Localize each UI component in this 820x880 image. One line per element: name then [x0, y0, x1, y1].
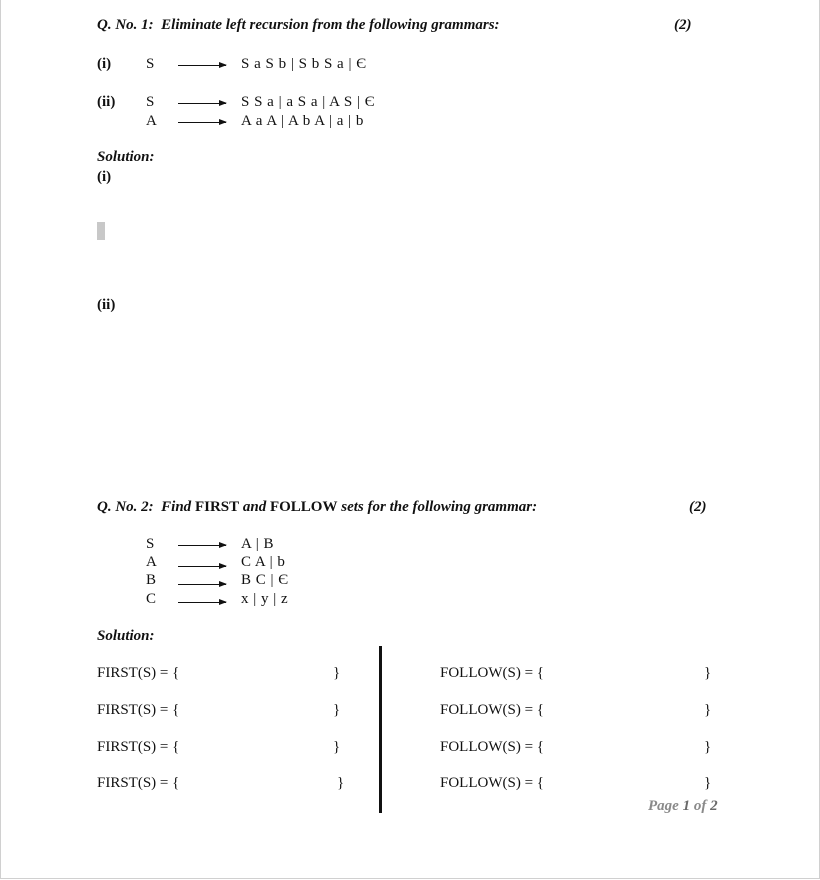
- grammar-rhs: x | y | z: [241, 591, 289, 607]
- q2-title-first: FIRST: [194, 499, 240, 515]
- arrow-icon: [178, 122, 226, 123]
- first-set-row: FIRST(S) = {: [97, 775, 180, 791]
- first-set-row: FIRST(S) = {: [97, 665, 180, 681]
- grammar-rhs: A | B: [241, 536, 275, 552]
- follow-close-brace: }: [704, 702, 712, 718]
- q2-title-a: Find: [161, 499, 192, 515]
- grammar-lhs: A: [146, 113, 157, 129]
- q1-number: Q. No. 1:: [97, 17, 154, 33]
- arrow-icon: [178, 566, 226, 567]
- column-divider: [379, 646, 382, 813]
- q1-part-ii-label: (ii): [97, 94, 116, 110]
- follow-set-row: FOLLOW(S) = {: [440, 775, 544, 791]
- grammar-lhs: C: [146, 591, 157, 607]
- follow-set-row: FOLLOW(S) = {: [440, 665, 544, 681]
- q1-part-i-label: (i): [97, 56, 112, 72]
- q1-heading: [97, 17, 500, 34]
- q1-marks: (2): [674, 17, 692, 33]
- footer-page-number: 1: [682, 798, 691, 814]
- follow-close-brace: }: [704, 775, 712, 791]
- first-set-row: FIRST(S) = {: [97, 702, 180, 718]
- q1-title: Eliminate left recursion from the following grammars:: [161, 17, 500, 33]
- q1-solution-label: Solution:: [97, 149, 155, 165]
- q2-title-follow: FOLLOW: [269, 499, 338, 515]
- footer-page-total: 2: [710, 798, 718, 814]
- q2-number: Q. No. 2:: [97, 499, 154, 515]
- page-footer: [648, 798, 718, 815]
- first-close-brace: }: [333, 739, 341, 755]
- arrow-icon: [178, 584, 226, 585]
- q2-title-rest: sets for the following grammar:: [341, 499, 538, 515]
- grammar-rhs: S S a | a S a | A S | Є: [241, 94, 376, 110]
- q2-title-and: and: [242, 499, 267, 515]
- footer-page-word: Page: [648, 798, 679, 814]
- follow-set-row: FOLLOW(S) = {: [440, 739, 544, 755]
- grammar-rhs: S a S b | S b S a | Є: [241, 56, 367, 72]
- grammar-lhs: B: [146, 572, 157, 588]
- follow-close-brace: }: [704, 739, 712, 755]
- footer-of-word: of: [693, 798, 707, 814]
- q1-solution-part-i: (i): [97, 169, 112, 185]
- q2-marks: (2): [689, 499, 707, 515]
- first-close-brace: }: [337, 775, 345, 791]
- grammar-lhs: A: [146, 554, 157, 570]
- q2-heading: [97, 499, 537, 516]
- arrow-icon: [178, 602, 226, 603]
- text-cursor[interactable]: [97, 222, 105, 240]
- grammar-lhs: S: [146, 536, 155, 552]
- grammar-rhs: B C | Є: [241, 572, 289, 588]
- first-close-brace: }: [333, 702, 341, 718]
- grammar-lhs: S: [146, 94, 155, 110]
- arrow-icon: [178, 65, 226, 66]
- q1-solution-part-ii: (ii): [97, 297, 116, 313]
- first-set-row: FIRST(S) = {: [97, 739, 180, 755]
- arrow-icon: [178, 545, 226, 546]
- arrow-icon: [178, 103, 226, 104]
- grammar-rhs: C A | b: [241, 554, 286, 570]
- follow-set-row: FOLLOW(S) = {: [440, 702, 544, 718]
- q2-solution-label: Solution:: [97, 628, 155, 644]
- first-close-brace: }: [333, 665, 341, 681]
- follow-close-brace: }: [704, 665, 712, 681]
- grammar-lhs: S: [146, 56, 155, 72]
- grammar-rhs: A a A | A b A | a | b: [241, 113, 364, 129]
